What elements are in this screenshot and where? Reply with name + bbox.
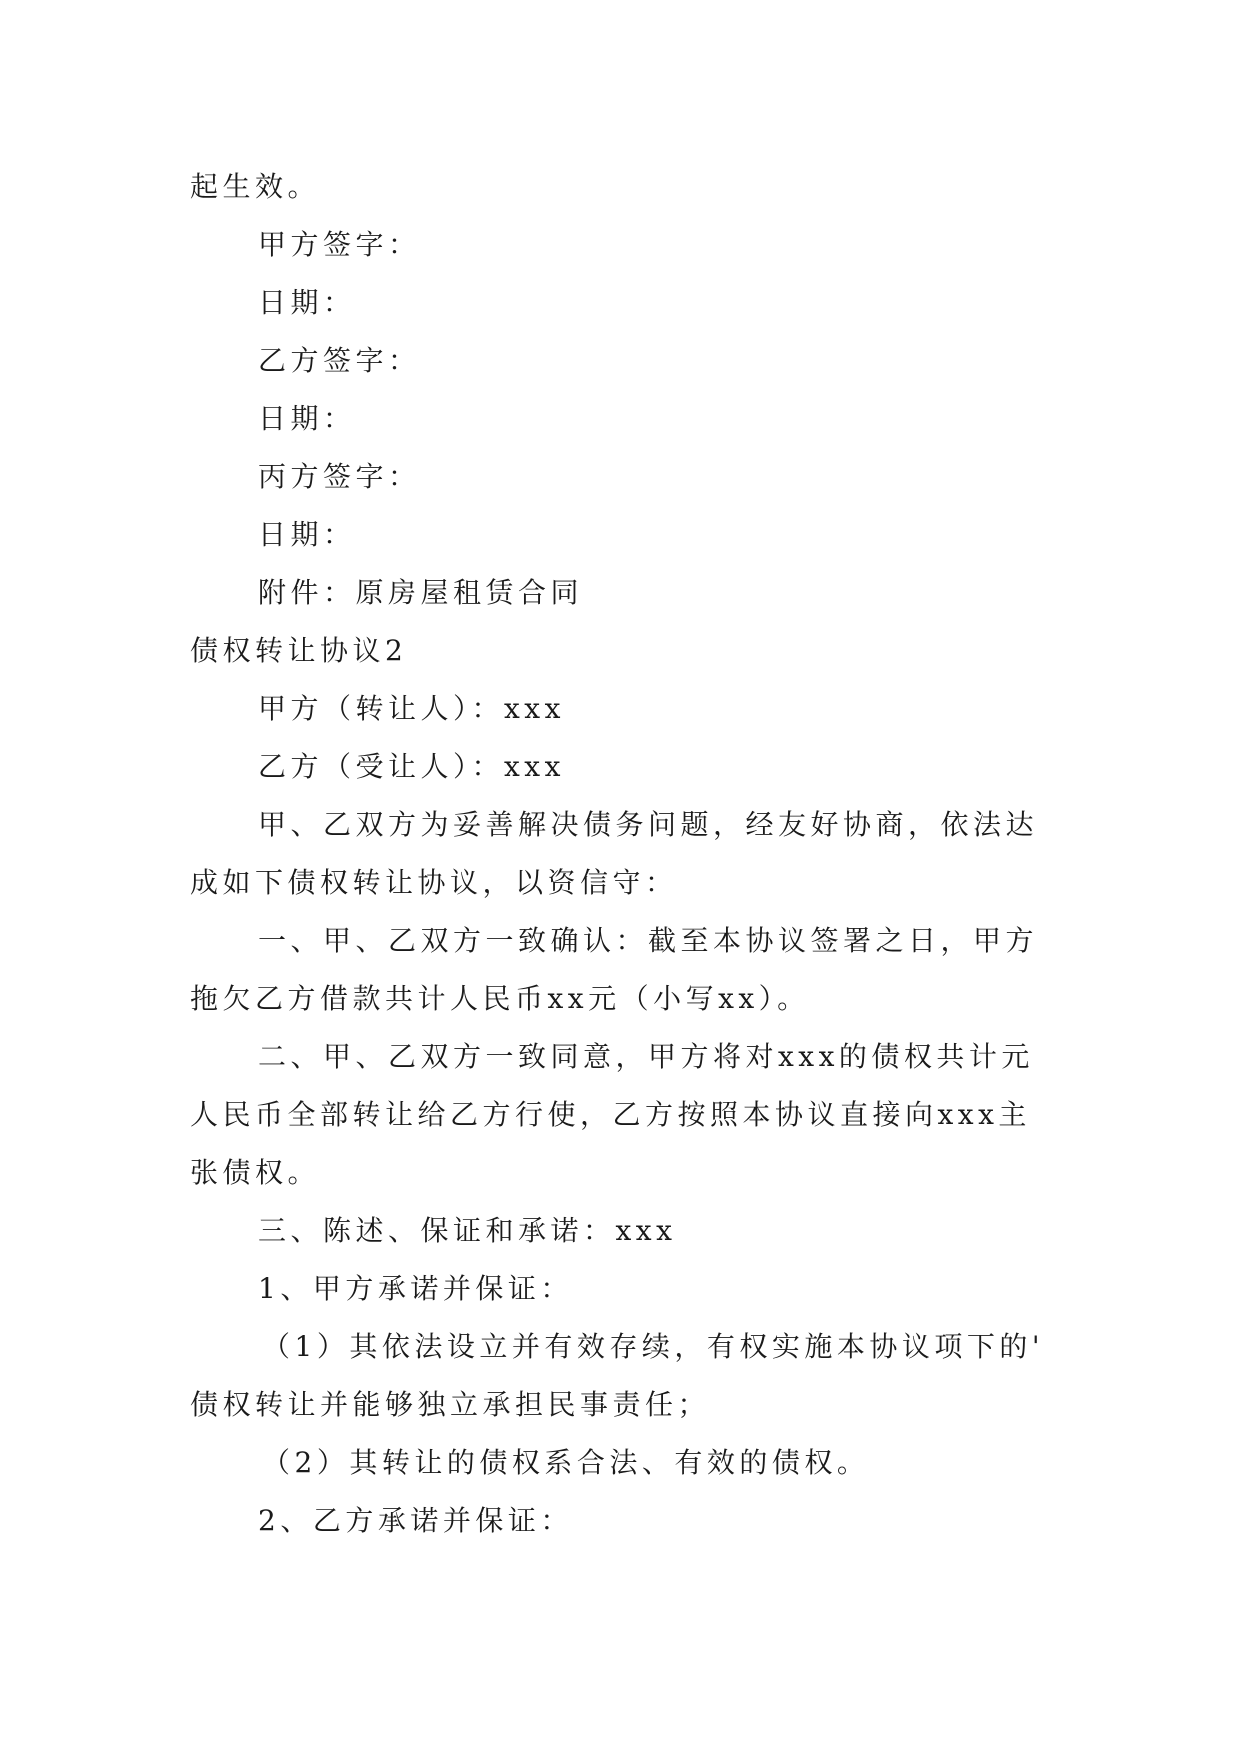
text-line: 人民币全部转让给乙方行使，乙方按照本协议直接向xxx主 <box>190 1098 1031 1131</box>
text-line: 张债权。 <box>190 1156 321 1189</box>
text-line: （2）其转让的债权系合法、有效的债权。 <box>262 1446 870 1479</box>
text-line: （1）其依法设立并有效存续，有权实施本协议项下的' <box>262 1330 1045 1363</box>
text-line: 2、乙方承诺并保证： <box>258 1504 573 1537</box>
party-b-line: 乙方（受让人）：xxx <box>258 750 565 783</box>
text-line: 三、陈述、保证和承诺：xxx <box>258 1214 677 1247</box>
attachment-line: 附件：原房屋租赁合同 <box>258 576 584 609</box>
text-line: 1、甲方承诺并保证： <box>258 1272 573 1305</box>
text-line: 二、甲、乙双方一致同意，甲方将对xxx的债权共计元 <box>258 1040 1034 1073</box>
party-a-signature-label: 甲方签字： <box>258 228 421 261</box>
section-title: 债权转让协议2 <box>190 634 408 667</box>
date-label: 日期： <box>258 518 356 551</box>
text-line: 甲、乙双方为妥善解决债务问题，经友好协商，依法达 <box>258 808 1039 841</box>
party-b-signature-label: 乙方签字： <box>258 344 421 377</box>
party-a-line: 甲方（转让人）：xxx <box>258 692 565 725</box>
text-line: 一、甲、乙双方一致确认：截至本协议签署之日，甲方 <box>258 924 1039 957</box>
text-line: 债权转让并能够独立承担民事责任； <box>190 1388 711 1421</box>
date-label: 日期： <box>258 402 356 435</box>
text-line: 拖欠乙方借款共计人民币xx元（小写xx）。 <box>190 982 810 1015</box>
text-line: 成如下债权转让协议，以资信守： <box>190 866 678 899</box>
date-label: 日期： <box>258 286 356 319</box>
party-c-signature-label: 丙方签字： <box>258 460 421 493</box>
text-line: 起生效。 <box>190 170 321 203</box>
